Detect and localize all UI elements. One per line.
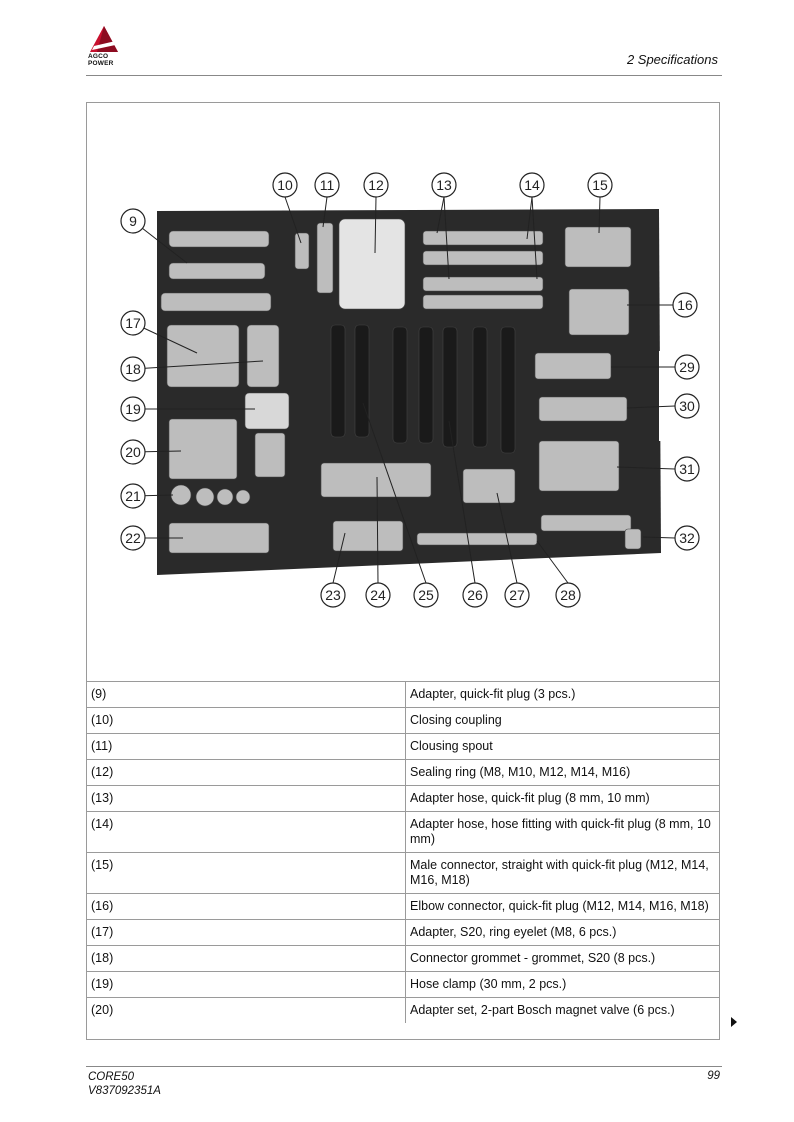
svg-text:9: 9 bbox=[129, 213, 137, 229]
part-number: (15) bbox=[87, 853, 406, 894]
svg-text:27: 27 bbox=[509, 587, 525, 603]
callout-22 bbox=[121, 526, 145, 550]
table-row bbox=[87, 894, 719, 920]
doc-number: V837092351A bbox=[88, 1085, 161, 1097]
svg-text:21: 21 bbox=[125, 488, 141, 504]
callout-31 bbox=[675, 457, 699, 481]
content-frame bbox=[86, 102, 720, 1040]
callout-10 bbox=[273, 173, 297, 197]
callout-29 bbox=[675, 355, 699, 379]
parts-list-table bbox=[87, 681, 719, 1023]
table-row bbox=[87, 786, 719, 812]
svg-text:13: 13 bbox=[436, 177, 452, 193]
part-description: Sealing ring (M8, M10, M12, M14, M16) bbox=[406, 760, 720, 786]
svg-text:20: 20 bbox=[125, 444, 141, 460]
svg-text:29: 29 bbox=[679, 359, 695, 375]
callout-9 bbox=[121, 209, 145, 233]
svg-text:19: 19 bbox=[125, 401, 141, 417]
part-number: (16) bbox=[87, 894, 406, 920]
callout-26 bbox=[463, 583, 487, 607]
callout-21 bbox=[121, 484, 145, 508]
svg-text:25: 25 bbox=[418, 587, 434, 603]
table-row bbox=[87, 972, 719, 998]
part-number: (20) bbox=[87, 998, 406, 1024]
svg-text:30: 30 bbox=[679, 398, 695, 414]
callout-28 bbox=[556, 583, 580, 607]
svg-text:32: 32 bbox=[679, 530, 695, 546]
table-row bbox=[87, 812, 719, 853]
callout-27 bbox=[505, 583, 529, 607]
callout-30 bbox=[675, 394, 699, 418]
part-description: Hose clamp (30 mm, 2 pcs.) bbox=[406, 972, 720, 998]
table-row bbox=[87, 920, 719, 946]
part-description: Adapter hose, hose fitting with quick-fit plug (8 mm, 10 mm) bbox=[406, 812, 720, 853]
part-number: (12) bbox=[87, 760, 406, 786]
callout-14 bbox=[520, 173, 544, 197]
svg-text:10: 10 bbox=[277, 177, 293, 193]
part-description: Connector grommet - grommet, S20 (8 pcs.) bbox=[406, 946, 720, 972]
continue-arrow-icon bbox=[731, 1017, 737, 1027]
logo-text: AGCO POWER bbox=[88, 53, 114, 67]
svg-text:14: 14 bbox=[524, 177, 540, 193]
part-description: Elbow connector, quick-fit plug (M12, M14, M16, M18) bbox=[406, 894, 720, 920]
callout-23 bbox=[321, 583, 345, 607]
svg-text:15: 15 bbox=[592, 177, 608, 193]
callout-17 bbox=[121, 311, 145, 335]
header-divider bbox=[86, 75, 722, 76]
svg-text:11: 11 bbox=[319, 177, 335, 193]
part-number: (10) bbox=[87, 708, 406, 734]
part-description: Male connector, straight with quick-fit plug (M12, M14, M16, M18) bbox=[406, 853, 720, 894]
doc-model: CORE50 bbox=[88, 1071, 135, 1083]
part-number: (11) bbox=[87, 734, 406, 760]
callout-12 bbox=[364, 173, 388, 197]
callout-19 bbox=[121, 397, 145, 421]
svg-text:22: 22 bbox=[125, 530, 141, 546]
svg-text:28: 28 bbox=[560, 587, 576, 603]
part-number: (9) bbox=[87, 682, 406, 708]
table-row bbox=[87, 853, 719, 894]
svg-text:18: 18 bbox=[125, 361, 141, 377]
part-number: (13) bbox=[87, 786, 406, 812]
document-id bbox=[88, 1070, 161, 1098]
table-row bbox=[87, 998, 719, 1024]
table-row bbox=[87, 734, 719, 760]
svg-text:17: 17 bbox=[125, 315, 141, 331]
svg-text:16: 16 bbox=[677, 297, 693, 313]
callout-25 bbox=[414, 583, 438, 607]
part-number: (19) bbox=[87, 972, 406, 998]
part-description: Adapter, S20, ring eyelet (M8, 6 pcs.) bbox=[406, 920, 720, 946]
parts-kit-figure bbox=[87, 103, 719, 681]
callout-11 bbox=[315, 173, 339, 197]
part-number: (18) bbox=[87, 946, 406, 972]
part-description: Adapter, quick-fit plug (3 pcs.) bbox=[406, 682, 720, 708]
part-description: Adapter hose, quick-fit plug (8 mm, 10 mm) bbox=[406, 786, 720, 812]
part-number: (17) bbox=[87, 920, 406, 946]
callout-15 bbox=[588, 173, 612, 197]
part-description: Closing coupling bbox=[406, 708, 720, 734]
svg-text:12: 12 bbox=[368, 177, 384, 193]
svg-text:26: 26 bbox=[467, 587, 483, 603]
section-title: 2 Specifications bbox=[626, 52, 718, 67]
page-number: 99 bbox=[707, 1070, 720, 1082]
table-row bbox=[87, 760, 719, 786]
part-number: (14) bbox=[87, 812, 406, 853]
callout-18 bbox=[121, 357, 145, 381]
svg-text:31: 31 bbox=[679, 461, 695, 477]
table-row bbox=[87, 946, 719, 972]
svg-text:24: 24 bbox=[370, 587, 386, 603]
callout-32 bbox=[675, 526, 699, 550]
callout-13 bbox=[432, 173, 456, 197]
part-description: Adapter set, 2-part Bosch magnet valve (6 pcs.) bbox=[406, 998, 720, 1024]
callout-24 bbox=[366, 583, 390, 607]
callout-16 bbox=[673, 293, 697, 317]
footer-divider bbox=[86, 1066, 722, 1067]
table-row bbox=[87, 708, 719, 734]
callout-20 bbox=[121, 440, 145, 464]
table-row bbox=[87, 682, 719, 708]
part-description: Clousing spout bbox=[406, 734, 720, 760]
svg-text:23: 23 bbox=[325, 587, 341, 603]
